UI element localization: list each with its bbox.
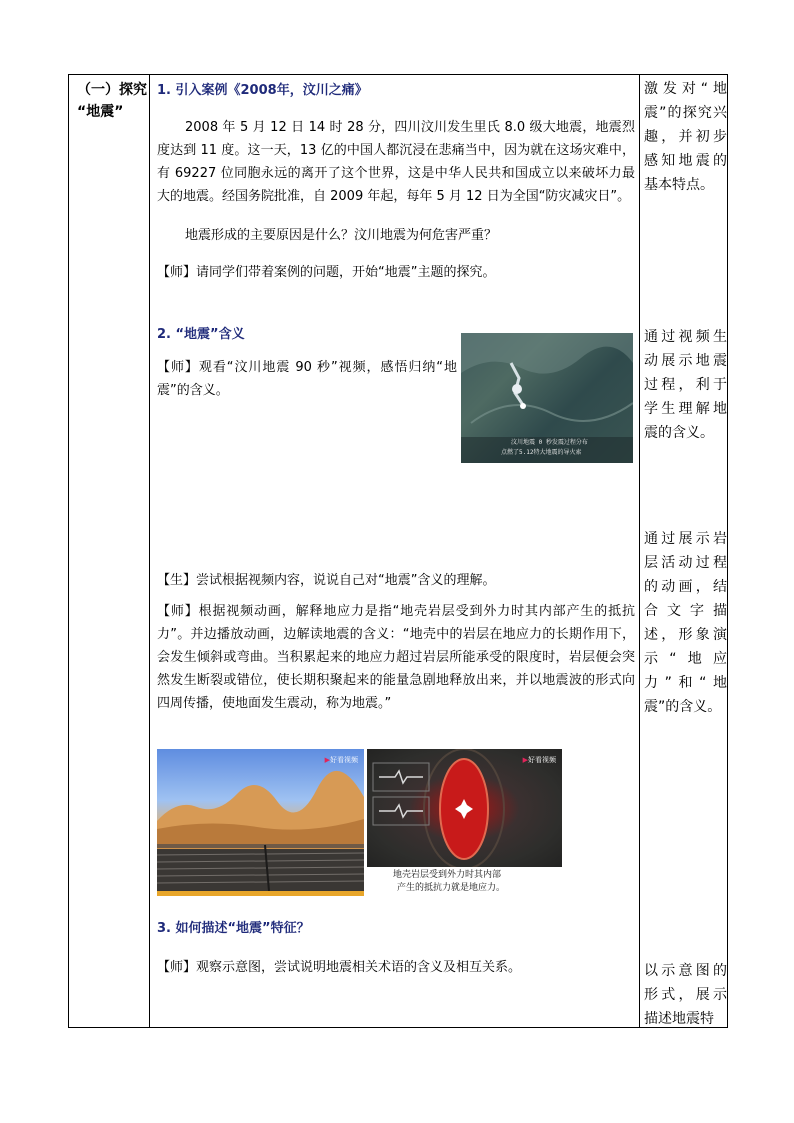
section-1-heading: 1. 引入案例《2008年，汶川之痛》 [157,83,368,98]
watermark: ▶好看视频 [522,756,556,764]
stage-title-line1: （一）探究 [77,82,147,98]
stage-title [69,75,149,123]
design-note-2: 通过视频生动展示地震过程，利于学生理解地震的含义。 [644,329,727,441]
design-note-4: 以示意图的形式，展示描述地震特 [644,963,727,1027]
section-2-heading: 2. “地震”含义 [157,327,245,342]
teacher-intro: 【师】请同学们带着案例的问题，开始“地震”主题的探究。 [157,265,496,280]
video-caption-2: 点燃了5.12特大地震的导火索 [501,449,582,456]
column-divider [149,75,150,1027]
design-note-1: 激发对“地震”的探究兴趣，并初步感知地震的基本特点。 [644,81,727,193]
lesson-table [68,74,728,1028]
stress-illustration [367,749,562,867]
mountain-illustration [157,749,364,896]
stress-caption-line1: 地壳岩层受到外力时其内部 [393,870,502,880]
teacher-explanation: 【师】根据视频动画，解释地应力是指“地壳岩层受到外力时其内部产生的抵抗力”。并边播放动画，边解读地震的含义：“地壳中的岩层在地应力的长期作用下，会发生倾斜或弯曲。当积累起来的地应力超过岩层所能承受的限度时，岩层便会突然发生断裂或错位，使长期积聚起来的能量急剧地释放出来，并以地震波的形式向四周传播，使地面发生震动，称为地震。” [157,604,635,711]
section-1 [157,79,635,284]
play-icon: ▶ [522,756,528,764]
case-paragraph: 2008 年 5 月 12 日 14 时 28 分，四川汶川发生里氏 8.0 级大地震，地震烈度达到 11 度。这一天，13 亿的中国人都沉浸在悲痛当中，因为就在这场灾难中，有 69227 位同胞永远的离开了这个世界，这是中华人民共和国成立以来破坏力最大的地震。经国务院批准，自 2009 年起，每年 5 月 12 日为全国“防灾减灾日”。 [157,120,635,204]
teacher-diagram-instruction: 【师】观察示意图，尝试说明地震相关术语的含义及相互关系。 [157,960,522,975]
student-response: 【生】尝试根据视频内容，说说自己对“地震”含义的理解。 [157,573,496,588]
rock-layer-animation-image[interactable] [157,749,364,896]
section-2-continued [157,569,635,715]
teacher-video-instruction: 【师】观看“汶川地震 90 秒”视频，感悟归纳“地震”的含义。 [157,360,457,398]
video-screenshot[interactable] [461,333,633,463]
watermark: ▶好看视频 [324,756,358,764]
column-divider [639,75,640,1027]
stress-animation-image[interactable] [367,749,562,896]
stress-visual [367,749,562,867]
section-3 [157,917,635,979]
stress-caption-line2: 产生的抵抗力就是地应力。 [397,883,506,893]
stage-title-line2: “地震” [77,104,124,120]
video-caption-1: 汶川地震 0 秒发震过程分布 [511,439,588,446]
section-3-heading: 3. 如何描述“地震”特征？ [157,921,310,936]
design-note-3: 通过展示岩层活动过程的动画，结合文字描述，形象演示“地应力”和“地震”的含义。 [644,531,727,715]
case-question: 地震形成的主要原因是什么？汶川地震为何危害严重？ [185,228,498,243]
play-icon: ▶ [324,756,330,764]
